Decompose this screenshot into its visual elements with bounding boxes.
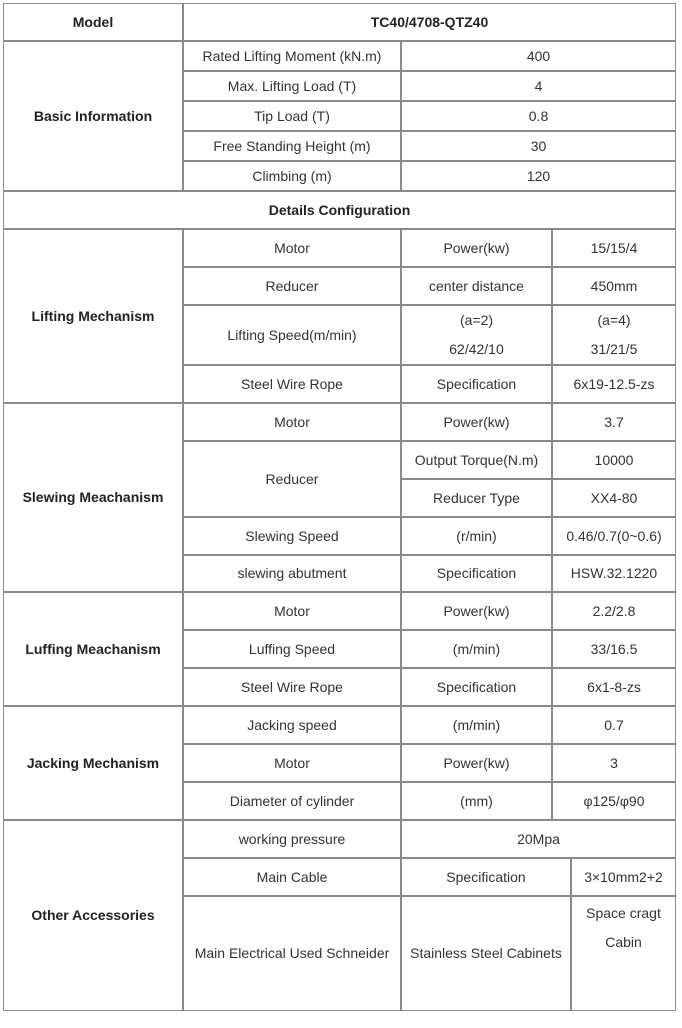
tip-load-label: Tip Load (T) [183, 101, 401, 131]
rated-moment-value: 400 [401, 41, 676, 71]
luffing-speed-value: 33/16.5 [552, 630, 676, 668]
jacking-motor-value: 3 [552, 744, 676, 782]
slewing-reducer-label: Reducer [183, 441, 401, 517]
lifting-rope-label: Steel Wire Rope [183, 365, 401, 403]
lifting-motor-param: Power(kw) [401, 229, 552, 267]
jacking-mechanism-title: Jacking Mechanism [3, 706, 183, 820]
luffing-motor-param: Power(kw) [401, 592, 552, 630]
main-electrical-param: Stainless Steel Cabinets [401, 896, 571, 1011]
jacking-cylinder-param: (mm) [401, 782, 552, 820]
slewing-reducer-type-value: XX4-80 [552, 479, 676, 517]
lifting-motor-value: 15/15/4 [552, 229, 676, 267]
slewing-motor-param: Power(kw) [401, 403, 552, 441]
lifting-speed-label: Lifting Speed(m/min) [183, 305, 401, 365]
lifting-motor-label: Motor [183, 229, 401, 267]
luffing-motor-value: 2.2/2.8 [552, 592, 676, 630]
jacking-motor-param: Power(kw) [401, 744, 552, 782]
luffing-speed-label: Luffing Speed [183, 630, 401, 668]
climbing-value: 120 [401, 161, 676, 191]
luffing-rope-value: 6x1-8-zs [552, 668, 676, 706]
slewing-speed-param: (r/min) [401, 517, 552, 555]
slewing-torque-value: 10000 [552, 441, 676, 479]
spec-table [4, 4, 677, 1012]
model-value: TC40/4708-QTZ40 [183, 3, 676, 41]
lifting-speed-a2-value: 62/42/10 [449, 341, 504, 357]
lifting-speed-a4-value: 31/21/5 [590, 341, 638, 357]
max-load-label: Max. Lifting Load (T) [183, 71, 401, 101]
slewing-mechanism-title: Slewing Meachanism [3, 403, 183, 592]
lifting-mechanism-title: Lifting Mechanism [3, 229, 183, 403]
lifting-speed-a4 [552, 305, 676, 365]
details-config-title: Details Configuration [3, 191, 676, 229]
lifting-reducer-label: Reducer [183, 267, 401, 305]
free-height-value: 30 [401, 131, 676, 161]
luffing-rope-label: Steel Wire Rope [183, 668, 401, 706]
tip-load-value: 0.8 [401, 101, 676, 131]
lifting-speed-a4-label: (a=4) [597, 312, 631, 328]
jacking-speed-label: Jacking speed [183, 706, 401, 744]
slewing-abutment-label: slewing abutment [183, 555, 401, 592]
main-cable-value: 3×10mm2+2 [571, 858, 676, 896]
slewing-reducer-type-param: Reducer Type [401, 479, 552, 517]
working-pressure-value: 20Mpa [401, 820, 676, 858]
slewing-motor-label: Motor [183, 403, 401, 441]
lifting-speed-a2 [401, 305, 552, 365]
lifting-rope-value: 6x19-12.5-zs [552, 365, 676, 403]
model-label: Model [3, 3, 183, 41]
jacking-cylinder-label: Diameter of cylinder [183, 782, 401, 820]
luffing-rope-param: Specification [401, 668, 552, 706]
main-electrical-value-line2: Cabin [605, 934, 642, 950]
jacking-speed-value: 0.7 [552, 706, 676, 744]
luffing-motor-label: Motor [183, 592, 401, 630]
slewing-speed-value: 0.46/0.7(0~0.6) [552, 517, 676, 555]
slewing-abutment-param: Specification [401, 555, 552, 592]
working-pressure-label: working pressure [183, 820, 401, 858]
lifting-speed-a2-label: (a=2) [459, 312, 494, 328]
jacking-speed-param: (m/min) [401, 706, 552, 744]
jacking-cylinder-value: φ125/φ90 [552, 782, 676, 820]
lifting-rope-param: Specification [401, 365, 552, 403]
basic-info-title: Basic Information [3, 41, 183, 191]
main-electrical-value [571, 896, 676, 1011]
slewing-abutment-value: HSW.32.1220 [552, 555, 676, 592]
main-cable-label: Main Cable [183, 858, 401, 896]
main-cable-param: Specification [401, 858, 571, 896]
main-electrical-value-line1: Space cragt [586, 905, 661, 921]
climbing-label: Climbing (m) [183, 161, 401, 191]
jacking-motor-label: Motor [183, 744, 401, 782]
other-accessories-title: Other Accessories [3, 820, 183, 1011]
rated-moment-label: Rated Lifting Moment (kN.m) [183, 41, 401, 71]
slewing-motor-value: 3.7 [552, 403, 676, 441]
max-load-value: 4 [401, 71, 676, 101]
main-electrical-label: Main Electrical Used Schneider [183, 896, 401, 1011]
luffing-speed-param: (m/min) [401, 630, 552, 668]
slewing-torque-param: Output Torque(N.m) [401, 441, 552, 479]
slewing-speed-label: Slewing Speed [183, 517, 401, 555]
lifting-reducer-param: center distance [401, 267, 552, 305]
luffing-mechanism-title: Luffing Meachanism [3, 592, 183, 706]
free-height-label: Free Standing Height (m) [183, 131, 401, 161]
lifting-reducer-value: 450mm [552, 267, 676, 305]
